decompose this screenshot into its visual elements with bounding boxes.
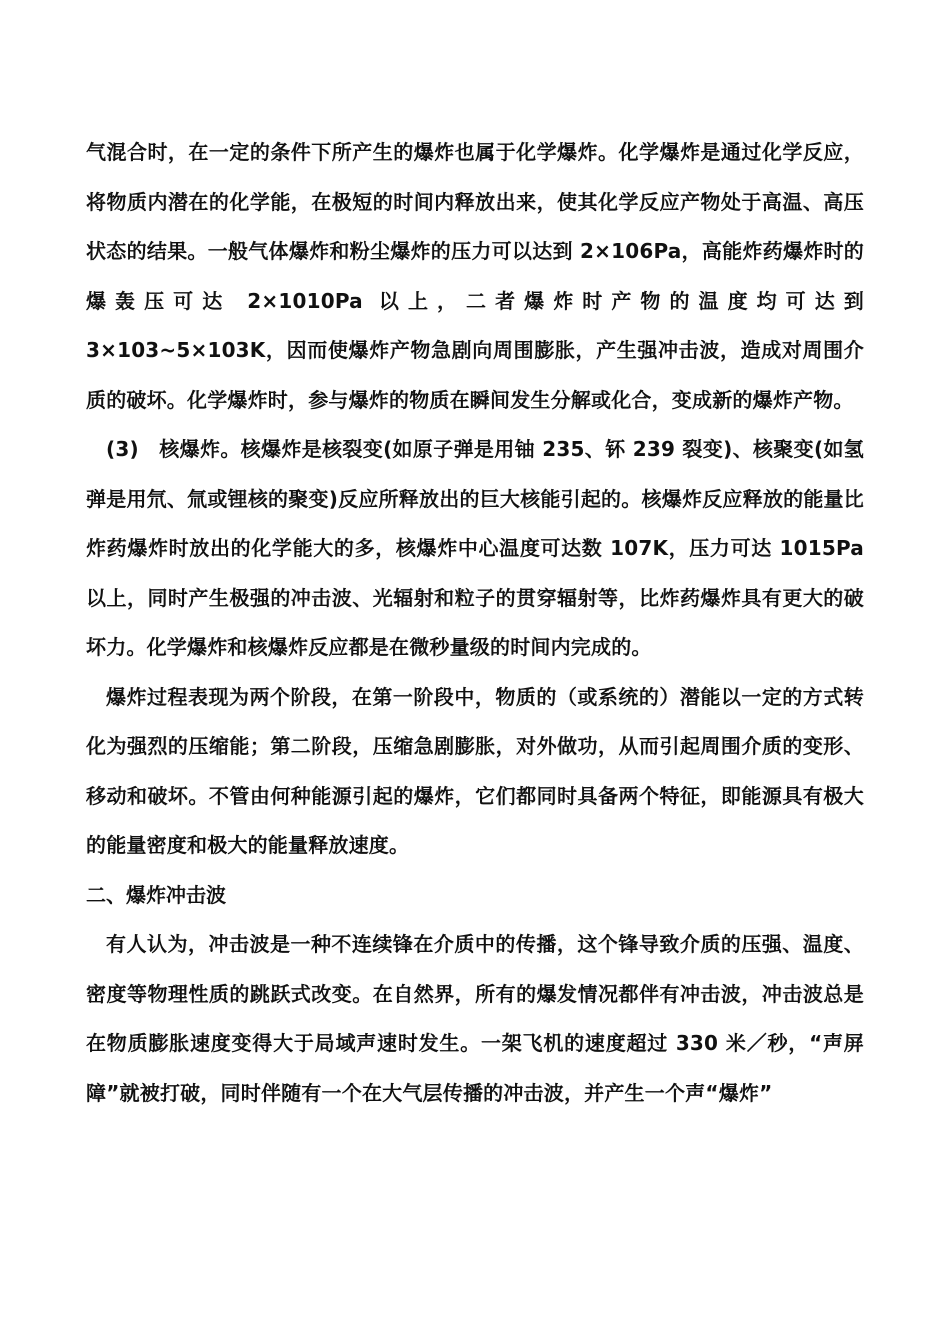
- paragraph-nuclear-explosion: (3) 核爆炸。核爆炸是核裂变(如原子弹是用铀 235、钚 239 裂变)、核聚变(如氢弹是用氘、氚或锂核的聚变)反应所释放出的巨大核能引起的。核爆炸反应释放的能量比炸药爆炸时放出的化学能大的多，核爆炸中心温度可达数 107K，压力可达 1015Pa 以上，同时产生极强的冲击波、光辐射和粒子的贯穿辐射等，比炸药爆炸具有更大的破坏力。化学爆炸和核爆炸反应都是在微秒量级的时间内完成的。: [86, 437, 864, 659]
- document-page: [86, 128, 864, 1118]
- paragraph-chemical-explosion: 气混合时，在一定的条件下所产生的爆炸也属于化学爆炸。化学爆炸是通过化学反应，将物质内潜在的化学能，在极短的时间内释放出来，使其化学反应产物处于高温、高压状态的结果。一般气体爆炸和粉尘爆炸的压力可以达到 2×106Pa，高能炸药爆炸时的爆轰压可达 2×1010Pa 以上，二者爆炸时产物的温度均可达到 3×103~5×103K，因而使爆炸产物急剧向周围膨胀，产生强冲击波，造成对周围介质的破坏。化学爆炸时，参与爆炸的物质在瞬间发生分解或化合，变成新的爆炸产物。: [86, 140, 864, 412]
- paragraph-shock-wave: 有人认为，冲击波是一种不连续锋在介质中的传播，这个锋导致介质的压强、温度、密度等物理性质的跳跃式改变。在自然界，所有的爆发情况都伴有冲击波，冲击波总是在物质膨胀速度变得大于局域声速时发生。一架飞机的速度超过 330 米／秒，“声屏障”就被打破，同时伴随有一个在大气层传播的冲击波，并产生一个声“爆炸”: [86, 932, 864, 1105]
- section-heading: 二、爆炸冲击波: [86, 882, 226, 907]
- paragraph-explosion-stages: 爆炸过程表现为两个阶段，在第一阶段中，物质的（或系统的）潜能以一定的方式转化为强烈的压缩能；第二阶段，压缩急剧膨胀，对外做功，从而引起周围介质的变形、移动和破坏。不管由何种能源引起的爆炸，它们都同时具备两个特征，即能源具有极大的能量密度和极大的能量释放速度。: [86, 684, 864, 857]
